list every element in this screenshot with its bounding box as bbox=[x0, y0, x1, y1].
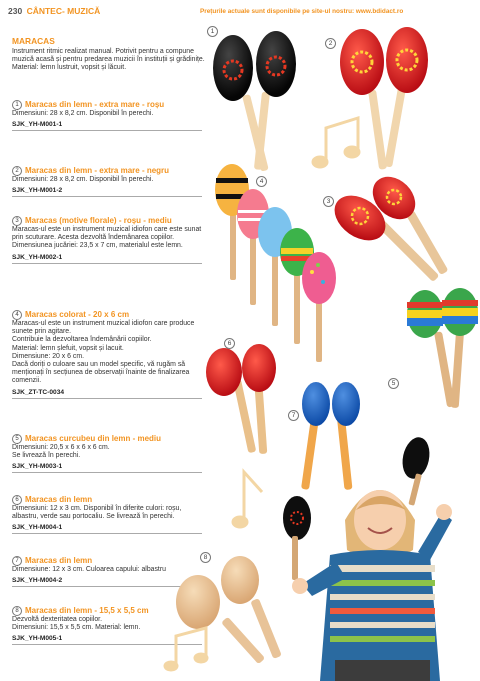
product-code: SJK_YH-M004-1 bbox=[12, 524, 202, 534]
product-code: SJK_YH-M003-1 bbox=[12, 463, 202, 473]
product-title: Maracas din lemn - 15,5 x 5,5 cm bbox=[25, 606, 149, 615]
product-description: Dimensiuni: 28 x 8,2 cm. Disponibil în perechi. bbox=[12, 176, 154, 183]
product-description: Dezvoltă dexteritatea copiilor. Dimensiuni: 15,5 x 5,5 cm. Material: lemn. bbox=[12, 616, 141, 632]
product-title: Maracas curcubeu din lemn - mediu bbox=[25, 434, 162, 443]
maracas-rainbow-image bbox=[407, 288, 478, 408]
photo-label: 2 bbox=[325, 38, 336, 49]
photo-label: 5 bbox=[388, 378, 399, 389]
section-title: MARACAS bbox=[12, 36, 55, 46]
product-description: Maracas-ul este un instrument muzical idiofon care produce sunete prin agitare. Contribuie la dezvoltarea îndemânării copiilor. Material: lemn șlefuit, vopsit și lacuit. Dimensiune: 20 x 6 cm. Dacă doriți o culoare sau un model specific, vă rugăm să menționați în secțiunea de observații înainte de finalizarea comenzii. bbox=[12, 320, 195, 385]
product-title: Maracas colorat - 20 x 6 cm bbox=[25, 310, 130, 319]
music-note-icon bbox=[313, 118, 359, 167]
product-code: SJK_YH-M001-1 bbox=[12, 121, 202, 131]
product-title: Maracas din lemn bbox=[25, 495, 93, 504]
product-description: Dimensiune: 12 x 3 cm. Culoarea capului: albastru bbox=[12, 566, 166, 573]
photo-label: 3 bbox=[323, 196, 334, 207]
product-title: Maracas din lemn - extra mare - roșu bbox=[25, 100, 165, 109]
section-material: Material: lemn lustruit, vopsit și lăcuit. bbox=[12, 64, 127, 72]
product-description: Maracas-ul este un instrument muzical idiofon care este sunat prin scuturare. Acesta dezvoltă îndemânarea copiilor. Dimensiunea jucăriei: 23,5 x 7 cm, materialul este lemn. bbox=[12, 226, 202, 250]
page-number: 230 bbox=[8, 6, 23, 16]
maracas-small-red-image bbox=[206, 344, 276, 454]
photo-label: 1 bbox=[207, 26, 218, 37]
maracas-blue-image bbox=[301, 382, 360, 490]
product-code: SJK_YH-M001-2 bbox=[12, 187, 202, 197]
product-description: Dimensiuni: 28 x 8,2 cm. Disponibil în perechi. bbox=[12, 110, 154, 117]
product-title: Maracas (motive florale) - roșu - mediu bbox=[25, 216, 172, 225]
product-title: Maracas din lemn - extra mare - negru bbox=[25, 166, 170, 175]
product-description: Dimensiuni: 20,5 x 6 x 6 x 6 cm. Se livrează în perechi. bbox=[12, 444, 110, 460]
item-number: 2 bbox=[12, 166, 22, 176]
product-description: Dimensiuni: 12 x 3 cm. Disponibil în diferite culori: roșu, albastru, verde sau portocaliu. Se livrează în perechi. bbox=[12, 505, 182, 521]
product-code: SJK_YH-M004-2 bbox=[12, 577, 202, 587]
item-number: 1 bbox=[12, 100, 22, 110]
music-note-icon bbox=[165, 628, 207, 670]
maracas-wood-image bbox=[176, 556, 282, 664]
maracas-black-image bbox=[213, 31, 296, 172]
maracas-floral-image bbox=[326, 168, 448, 282]
item-number: 5 bbox=[12, 434, 22, 444]
item-number: 6 bbox=[12, 495, 22, 505]
section-intro: Instrument ritmic realizat manual. Potrivit pentru a compune muzică acasă și pentru predarea muzicii în instituții și grădinițe. bbox=[12, 48, 205, 64]
photo-label: 8 bbox=[200, 552, 211, 563]
item-number: 3 bbox=[12, 216, 22, 226]
product-title: Maracas din lemn bbox=[25, 556, 93, 565]
item-number: 4 bbox=[12, 310, 22, 320]
photo-label: 6 bbox=[224, 338, 235, 349]
product-code: SJK_ZT-TC-0034 bbox=[12, 389, 202, 399]
item-number: 7 bbox=[12, 556, 22, 566]
music-note-icon bbox=[233, 472, 262, 527]
category-title: CÂNTEC- MUZICĂ bbox=[26, 6, 101, 16]
product-code: SJK_YH-M002-1 bbox=[12, 254, 202, 264]
photo-label: 7 bbox=[288, 410, 299, 421]
item-number: 8 bbox=[12, 606, 22, 616]
product-code: SJK_YH-M005-1 bbox=[12, 635, 202, 645]
site-note: Prețurile actuale sunt disponibile pe site-ul nostru: www.bdidact.ro bbox=[200, 8, 404, 15]
photo-label: 4 bbox=[256, 176, 267, 187]
maracas-colored-image bbox=[215, 164, 336, 362]
